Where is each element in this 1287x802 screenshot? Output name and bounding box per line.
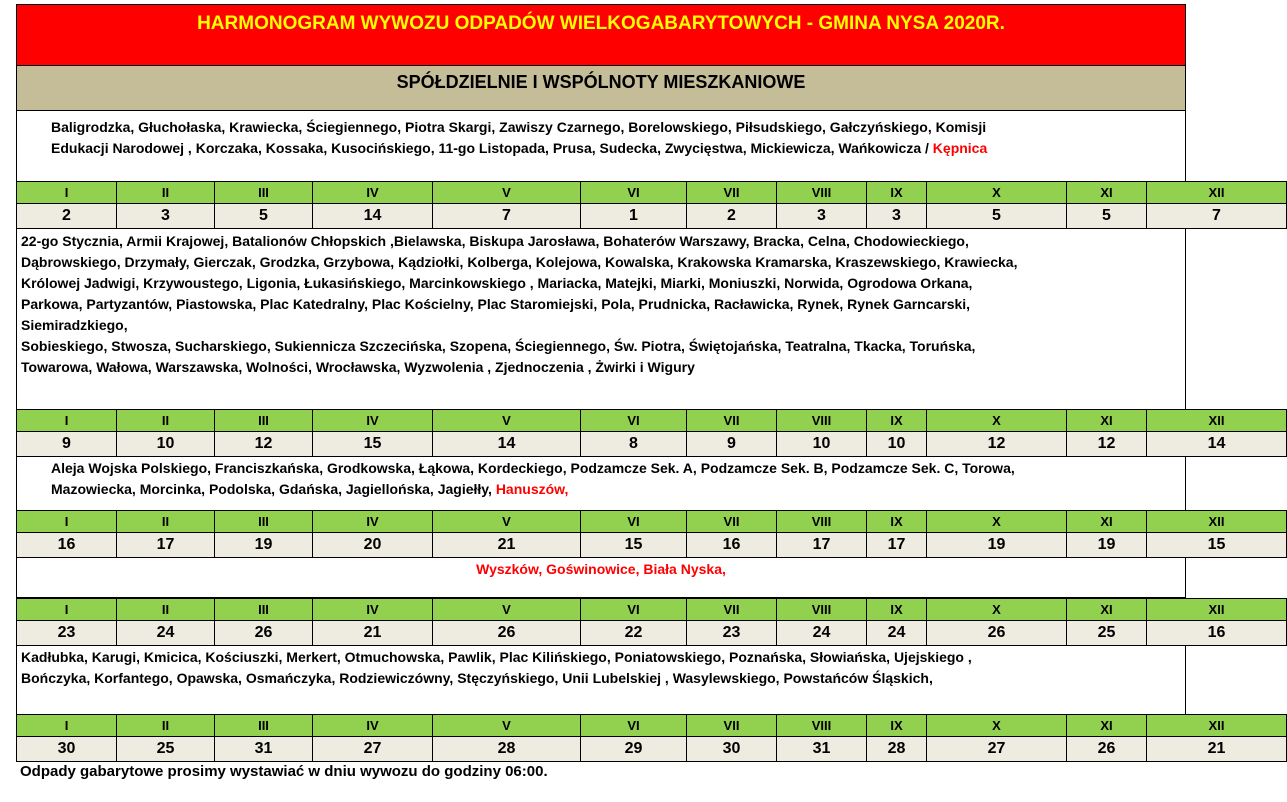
month-cell: X: [927, 715, 1067, 737]
day-row: [17, 621, 1287, 646]
locality-highlight: Hanuszów,: [495, 481, 569, 497]
day-cell: 2: [17, 204, 117, 229]
month-cell: X: [927, 182, 1067, 204]
schedule-table-3: [16, 510, 1287, 558]
day-cell: 9: [687, 432, 777, 457]
month-cell: VII: [687, 410, 777, 432]
day-cell: 21: [313, 621, 433, 646]
street-list-5: [16, 646, 1186, 714]
day-cell: 30: [687, 737, 777, 762]
day-cell: 1: [581, 204, 687, 229]
month-cell: VIII: [777, 715, 867, 737]
month-cell: II: [117, 599, 215, 621]
month-cell: IX: [867, 599, 927, 621]
schedule-table-1: [16, 181, 1287, 229]
month-cell: IV: [313, 715, 433, 737]
day-cell: 26: [927, 621, 1067, 646]
day-cell: 24: [777, 621, 867, 646]
month-cell: XI: [1067, 511, 1147, 533]
month-cell: VIII: [777, 599, 867, 621]
month-cell: IX: [867, 182, 927, 204]
month-cell: VII: [687, 511, 777, 533]
day-cell: 29: [581, 737, 687, 762]
month-cell: XII: [1147, 410, 1287, 432]
month-cell: XI: [1067, 410, 1147, 432]
day-cell: 19: [215, 533, 313, 558]
month-cell: XI: [1067, 182, 1147, 204]
day-cell: 19: [927, 533, 1067, 558]
day-cell: 26: [1067, 737, 1147, 762]
month-cell: X: [927, 410, 1067, 432]
day-cell: 10: [777, 432, 867, 457]
day-cell: 28: [433, 737, 581, 762]
day-cell: 8: [581, 432, 687, 457]
street-line: Parkowa, Partyzantów, Piastowska, Plac Katedralny, Plac Kościelny, Plac Staromiejski, Pola, Prudnicka, Racławicka, Rynek, Rynek Garncarski,: [21, 296, 971, 312]
month-cell: XII: [1147, 182, 1287, 204]
day-cell: 24: [117, 621, 215, 646]
month-cell: XI: [1067, 599, 1147, 621]
month-cell: II: [117, 182, 215, 204]
day-cell: 27: [313, 737, 433, 762]
day-cell: 15: [313, 432, 433, 457]
day-cell: 12: [927, 432, 1067, 457]
month-cell: V: [433, 715, 581, 737]
month-cell: I: [17, 410, 117, 432]
day-cell: 5: [215, 204, 313, 229]
street-list-2: [16, 229, 1186, 409]
day-cell: 25: [117, 737, 215, 762]
month-cell: III: [215, 182, 313, 204]
day-cell: 5: [927, 204, 1067, 229]
day-cell: 20: [313, 533, 433, 558]
month-cell: VIII: [777, 182, 867, 204]
day-cell: 24: [867, 621, 927, 646]
month-cell: VII: [687, 599, 777, 621]
schedule-table-4: [16, 598, 1287, 646]
locality-highlight: Wyszków, Goświnowice, Biała Nyska,: [476, 561, 726, 577]
day-cell: 28: [867, 737, 927, 762]
month-cell: III: [215, 511, 313, 533]
day-cell: 2: [687, 204, 777, 229]
month-header-row: [17, 182, 1287, 204]
month-cell: VIII: [777, 410, 867, 432]
month-header-row: [17, 715, 1287, 737]
month-cell: II: [117, 410, 215, 432]
street-line: Dąbrowskiego, Drzymały, Gierczak, Grodzka, Grzybowa, Kądziołki, Kolberga, Kolejowa, Kowalska, Krakowska Kramarska, Kraszewskiego, Krawiecka,: [21, 254, 1018, 270]
street-list-3: [16, 457, 1186, 510]
month-cell: V: [433, 511, 581, 533]
month-cell: IX: [867, 410, 927, 432]
day-cell: 26: [215, 621, 313, 646]
month-cell: VII: [687, 715, 777, 737]
schedule-sheet: [16, 4, 1226, 780]
day-cell: 23: [17, 621, 117, 646]
day-cell: 3: [117, 204, 215, 229]
month-cell: VI: [581, 182, 687, 204]
month-cell: IX: [867, 715, 927, 737]
month-cell: VI: [581, 511, 687, 533]
day-cell: 5: [1067, 204, 1147, 229]
street-line: Edukacji Narodowej , Korczaka, Kossaka, Kusocińskiego, 11-go Listopada, Prusa, Sudecka, Zwycięstwa, Mickiewicza, Wańkowicza / Kępnica: [51, 140, 988, 156]
day-cell: 16: [1147, 621, 1287, 646]
day-cell: 12: [215, 432, 313, 457]
street-line: Aleja Wojska Polskiego, Franciszkańska, Grodkowska, Łąkowa, Kordeckiego, Podzamcze Sek. A, Podzamcze Sek. B, Podzamcze Sek. C, Torowa,: [51, 460, 1015, 476]
month-cell: VI: [581, 599, 687, 621]
month-header-row: [17, 511, 1287, 533]
month-cell: V: [433, 182, 581, 204]
month-cell: IV: [313, 511, 433, 533]
day-cell: 19: [1067, 533, 1147, 558]
day-cell: 22: [581, 621, 687, 646]
month-cell: I: [17, 182, 117, 204]
day-cell: 3: [867, 204, 927, 229]
month-cell: III: [215, 410, 313, 432]
day-cell: 14: [1147, 432, 1287, 457]
month-cell: I: [17, 715, 117, 737]
month-cell: XII: [1147, 511, 1287, 533]
month-cell: II: [117, 511, 215, 533]
street-line: Sobieskiego, Stwosza, Sucharskiego, Sukiennicza Szczecińska, Szopena, Ściegiennego, Św. Piotra, Świętojańska, Teatralna, Tkacka, Toruńska,: [21, 338, 976, 354]
street-line: Kadłubka, Karugi, Kmicica, Kościuszki, Merkert, Otmuchowska, Pawlik, Plac Kilińskiego, Poniatowskiego, Poznańska, Słowiańska, Ujejskiego ,: [21, 649, 972, 665]
day-cell: 27: [927, 737, 1067, 762]
day-cell: 23: [687, 621, 777, 646]
footer-note: Odpady gabarytowe prosimy wystawiać w dniu wywozu do godziny 06:00.: [20, 763, 548, 780]
day-cell: 21: [433, 533, 581, 558]
month-cell: II: [117, 715, 215, 737]
street-list-1: [16, 111, 1186, 181]
month-cell: IV: [313, 182, 433, 204]
day-cell: 26: [433, 621, 581, 646]
day-cell: 16: [687, 533, 777, 558]
day-cell: 31: [777, 737, 867, 762]
month-header-row: [17, 599, 1287, 621]
month-cell: IV: [313, 599, 433, 621]
street-line: Siemiradzkiego,: [21, 317, 128, 333]
month-cell: XI: [1067, 715, 1147, 737]
day-cell: 12: [1067, 432, 1147, 457]
street-list-4: [16, 558, 1186, 598]
street-line: Bończyka, Korfantego, Opawska, Osmańczyka, Rodziewiczówny, Stęczyńskiego, Unii Lubelskiej , Wasylewskiego, Powstańców Śląskich,: [21, 670, 933, 686]
month-cell: VI: [581, 715, 687, 737]
day-cell: 14: [433, 432, 581, 457]
day-cell: 15: [581, 533, 687, 558]
month-cell: V: [433, 410, 581, 432]
month-cell: VI: [581, 410, 687, 432]
month-cell: IX: [867, 511, 927, 533]
schedule-table-5: [16, 714, 1287, 762]
day-cell: 17: [867, 533, 927, 558]
day-cell: 25: [1067, 621, 1147, 646]
month-cell: VII: [687, 182, 777, 204]
day-cell: 21: [1147, 737, 1287, 762]
month-cell: XII: [1147, 715, 1287, 737]
day-cell: 17: [117, 533, 215, 558]
day-cell: 10: [117, 432, 215, 457]
month-cell: V: [433, 599, 581, 621]
day-cell: 10: [867, 432, 927, 457]
page-subtitle: SPÓŁDZIELNIE I WSPÓLNOTY MIESZKANIOWE: [16, 66, 1186, 111]
day-row: [17, 533, 1287, 558]
month-header-row: [17, 410, 1287, 432]
month-cell: X: [927, 511, 1067, 533]
street-line: Towarowa, Wałowa, Warszawska, Wolności, Wrocławska, Wyzwolenia , Zjednoczenia , Żwirki i Wigury: [21, 359, 695, 375]
month-cell: X: [927, 599, 1067, 621]
day-cell: 30: [17, 737, 117, 762]
day-cell: 7: [433, 204, 581, 229]
day-cell: 31: [215, 737, 313, 762]
month-cell: I: [17, 511, 117, 533]
month-cell: I: [17, 599, 117, 621]
day-cell: 16: [17, 533, 117, 558]
month-cell: VIII: [777, 511, 867, 533]
street-line: Królowej Jadwigi, Krzywoustego, Ligonia, Łukasińskiego, Marcinkowskiego , Mariacka, Matejki, Miarki, Moniuszki, Norwida, Ogrodowa Orkana,: [21, 275, 973, 291]
day-cell: 15: [1147, 533, 1287, 558]
page-title: HARMONOGRAM WYWOZU ODPADÓW WIELKOGABARYTOWYCH - GMINA NYSA 2020R.: [16, 4, 1186, 66]
month-cell: XII: [1147, 599, 1287, 621]
locality-highlight: Kępnica: [932, 140, 988, 156]
month-cell: III: [215, 599, 313, 621]
day-row: [17, 204, 1287, 229]
day-cell: 14: [313, 204, 433, 229]
schedule-table-2: [16, 409, 1287, 457]
street-line: Mazowiecka, Morcinka, Podolska, Gdańska, Jagiellońska, Jagiełły, Hanuszów,: [51, 481, 569, 497]
street-line: 22-go Stycznia, Armii Krajowej, Batalionów Chłopskich ,Bielawska, Biskupa Jarosława, Bohaterów Warszawy, Bracka, Celna, Chodowieckiego,: [21, 233, 969, 249]
day-row: [17, 737, 1287, 762]
day-cell: 17: [777, 533, 867, 558]
day-cell: 9: [17, 432, 117, 457]
day-cell: 7: [1147, 204, 1287, 229]
month-cell: IV: [313, 410, 433, 432]
day-cell: 3: [777, 204, 867, 229]
month-cell: III: [215, 715, 313, 737]
street-line: Baligrodzka, Głuchołaska, Krawiecka, Ściegiennego, Piotra Skargi, Zawiszy Czarnego, Borelowskiego, Piłsudskiego, Gałczyńskiego, Komisji: [51, 119, 987, 135]
day-row: [17, 432, 1287, 457]
